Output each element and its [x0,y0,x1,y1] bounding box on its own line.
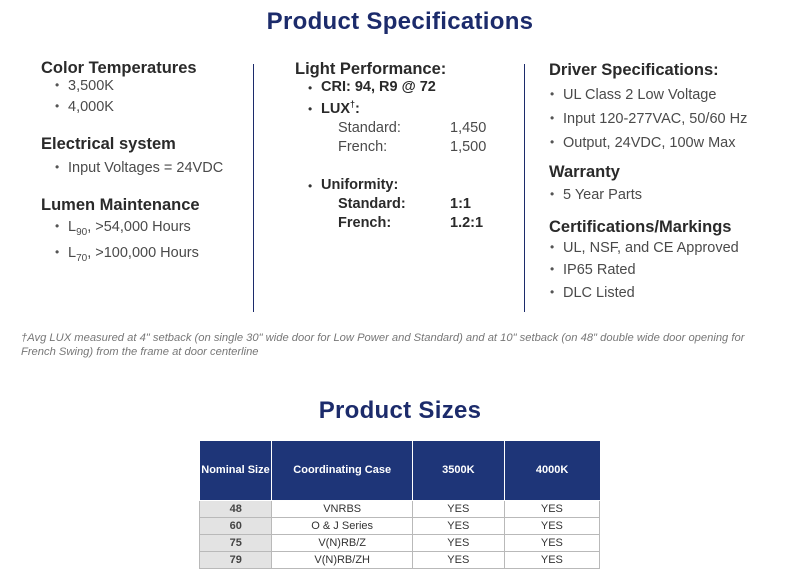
lumen-heading: Lumen Maintenance [41,196,200,214]
driver-heading: Driver Specifications: [549,61,719,79]
column-header: Nominal Size [200,441,272,501]
availability-cell: YES [504,501,599,518]
footnote: †Avg LUX measured at 4" setback (on single 30" wide door for Low Power and Standard) and at 10" setback (on 48" double wide door opening for French Swing) from the frame at door centerline [21,332,745,358]
cri-value: CRI: 94, R9 @ 72 [321,79,436,95]
table-row [200,552,600,569]
size-cell: 75 [200,535,272,552]
lux-standard-value: 1,450 [450,120,487,136]
case-cell: V(N)RB/Z [272,535,412,552]
case-cell: V(N)RB/ZH [272,552,412,569]
size-cell: 60 [200,518,272,535]
product-sizes-table [199,441,600,569]
list-item: • UL, NSF, and CE Approved [563,237,747,259]
bullet-dot: • [308,179,313,193]
availability-cell: YES [504,552,599,569]
lux-french-value: 1,500 [450,139,487,155]
table-header-row [200,441,600,501]
color-temperatures-heading: Color Temperatures [41,59,197,77]
size-cell: 79 [200,552,272,569]
uniformity-french-value: 1.2:1 [450,215,484,231]
lux-label: LUX†: [321,99,360,117]
column-header: Coordinating Case [272,441,412,501]
availability-cell: YES [412,501,504,518]
list-item: • 5 Year Parts [563,183,747,207]
column-header: 4000K [504,441,599,501]
specs-column-right [549,60,747,305]
bullet-dot: • [308,102,313,116]
list-item: • 3,500K [68,76,223,97]
availability-cell: YES [412,552,504,569]
uniformity-standard-label: Standard: [338,196,406,212]
sizes-title: Product Sizes [318,397,482,424]
case-cell: VNRBS [272,501,412,518]
lux-standard-label: Standard: [338,120,401,136]
list-item: • $L_{90}$, >54,000 Hours [68,217,223,243]
electrical-heading: Electrical system [41,135,176,153]
table-row [200,518,600,535]
availability-cell: YES [504,535,599,552]
availability-cell: YES [412,535,504,552]
list-item: • Input Voltages = 24VDC [68,158,223,179]
availability-cell: YES [412,518,504,535]
uniformity-french-label: French: [338,215,392,231]
list-item: • UL Class 2 Low Voltage [563,83,747,107]
list-item: • DLC Listed [563,281,747,305]
lux-french-label: French: [338,139,388,155]
color-temperatures-list [68,76,223,118]
driver-list [563,83,747,155]
table-row [200,501,600,518]
specs-column-left [41,58,223,269]
certifications-list [563,237,747,305]
warranty-list [563,183,747,207]
list-item: • $L_{70}$, >100,000 Hours [68,243,223,269]
light-performance-heading: Light Performance: [295,60,447,78]
list-item: • Input 120-277VAC, 50/60 Hz [563,107,747,131]
lumen-list [68,217,223,269]
list-item: • IP65 Rated [563,259,747,281]
case-cell: O & J Series [272,518,412,535]
uniformity-label: Uniformity: [321,177,399,193]
bullet-dot: • [308,81,313,95]
size-cell: 48 [200,501,272,518]
availability-cell: YES [504,518,599,535]
list-item: • 4,000K [68,97,223,118]
warranty-heading: Warranty [549,163,620,181]
column-divider [524,64,525,312]
page-title: Product Specifications [266,8,534,35]
column-divider [253,64,254,312]
column-header: 3500K [412,441,504,501]
certifications-heading: Certifications/Markings [549,218,732,236]
list-item: • Output, 24VDC, 100w Max [563,131,747,155]
electrical-list [68,158,223,179]
table-row [200,535,600,552]
uniformity-standard-value: 1:1 [450,196,471,212]
